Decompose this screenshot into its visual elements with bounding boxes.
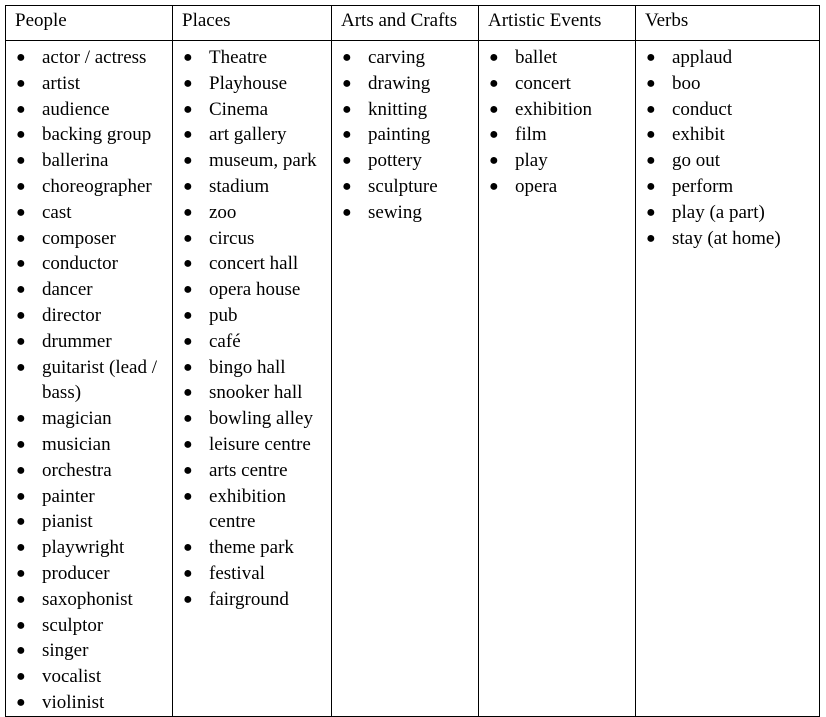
list-item (6, 406, 172, 432)
list-item-text: circus (209, 227, 255, 249)
list-item (6, 664, 172, 690)
places-list (173, 45, 331, 613)
list-item (173, 122, 331, 148)
list-item (173, 45, 331, 71)
bullet-icon: ● (16, 539, 26, 557)
bullet-icon: ● (183, 74, 193, 92)
list-item (332, 174, 478, 200)
bullet-icon: ● (183, 281, 193, 299)
list-item-text: cast (42, 201, 72, 223)
bullet-icon: ● (489, 49, 499, 66)
vocabulary-table (5, 5, 820, 717)
list-item-text: sculptor (42, 614, 104, 636)
bullet-icon: ● (183, 152, 193, 170)
list-item-text: concert (515, 72, 571, 94)
header-row (6, 6, 820, 41)
list-item (6, 45, 172, 71)
list-item (6, 277, 172, 303)
list-item-text: exhibit (672, 124, 725, 146)
list-item (6, 458, 172, 484)
list-item-text: ballet (515, 47, 558, 68)
bullet-icon: ● (16, 100, 26, 118)
list-item (636, 226, 819, 252)
list-item (173, 71, 331, 97)
bullet-icon: ● (183, 126, 193, 144)
bullet-icon: ● (16, 668, 26, 686)
list-item-text: vocalist (42, 666, 102, 688)
bullet-icon: ● (16, 616, 26, 634)
bullet-icon: ● (16, 358, 26, 376)
list-item-text: magician (42, 408, 112, 430)
header-places: Places (173, 6, 332, 41)
list-item (479, 174, 635, 200)
list-item (173, 355, 331, 381)
list-item (173, 303, 331, 329)
header-people: People (6, 6, 173, 41)
column-places (173, 41, 332, 717)
verbs-list (636, 45, 819, 251)
list-item (332, 148, 478, 174)
list-item-text: drummer (42, 330, 112, 352)
list-item-text: director (42, 304, 102, 326)
bullet-icon: ● (489, 100, 499, 118)
list-item (6, 613, 172, 639)
list-item (6, 97, 172, 123)
list-item (636, 148, 819, 174)
list-item (6, 251, 172, 277)
header-artistic-events: Artistic Events (479, 6, 636, 41)
list-item-text: perform (672, 175, 734, 197)
list-item (173, 277, 331, 303)
list-item (173, 432, 331, 458)
list-item (332, 122, 478, 148)
people-list (6, 45, 172, 716)
bullet-icon: ● (183, 332, 193, 350)
list-item (6, 226, 172, 252)
list-item (6, 174, 172, 200)
bullet-icon: ● (16, 74, 26, 92)
bullet-icon: ● (183, 49, 193, 66)
bullet-icon: ● (16, 229, 26, 247)
list-item-text: applaud (672, 47, 733, 68)
bullet-icon: ● (16, 177, 26, 195)
bullet-icon: ● (646, 152, 656, 170)
list-item (173, 587, 331, 613)
bullet-icon: ● (183, 435, 193, 453)
list-item-text: opera (515, 175, 558, 197)
list-item-text: arts centre (209, 459, 288, 481)
list-item-text: violinist (42, 691, 105, 713)
list-item (479, 97, 635, 123)
bullet-icon: ● (342, 74, 352, 92)
list-item-text: fairground (209, 588, 289, 610)
bullet-icon: ● (16, 49, 26, 66)
bullet-icon: ● (16, 281, 26, 299)
bullet-icon: ● (183, 564, 193, 582)
list-item-text: museum, park (209, 150, 317, 172)
list-item-text: producer (42, 562, 110, 584)
bullet-icon: ● (183, 229, 193, 247)
list-item-text: snooker hall (209, 382, 303, 404)
list-item-text: orchestra (42, 459, 112, 481)
bullet-icon: ● (16, 590, 26, 608)
bullet-icon: ● (16, 487, 26, 505)
list-item-text: exhibition (515, 98, 593, 120)
bullet-icon: ● (646, 203, 656, 221)
list-item (6, 587, 172, 613)
list-item (479, 45, 635, 71)
bullet-icon: ● (342, 177, 352, 195)
list-item (173, 329, 331, 355)
artistic-events-list (479, 45, 635, 200)
column-verbs (636, 41, 820, 717)
bullet-icon: ● (183, 255, 193, 273)
bullet-icon: ● (183, 358, 193, 376)
bullet-icon: ● (16, 255, 26, 273)
list-item-text: musician (42, 433, 111, 455)
list-item-text: boo (672, 72, 701, 94)
list-item-text: Cinema (209, 98, 269, 120)
list-item (173, 148, 331, 174)
list-item-text: play (515, 150, 548, 172)
bullet-icon: ● (16, 332, 26, 350)
list-item (173, 380, 331, 406)
list-item (636, 122, 819, 148)
list-item-text: stadium (209, 175, 270, 197)
bullet-icon: ● (183, 461, 193, 479)
list-item (6, 355, 172, 407)
list-item (479, 122, 635, 148)
list-item-text: pub (209, 304, 238, 326)
list-item-text: singer (42, 640, 89, 662)
list-item-text: choreographer (42, 175, 152, 197)
list-item (6, 561, 172, 587)
list-item-text: concert hall (209, 253, 299, 275)
column-arts-and-crafts (332, 41, 479, 717)
list-item-text: exhibition centre (209, 485, 287, 533)
list-item-text: zoo (209, 201, 237, 223)
column-people (6, 41, 173, 717)
bullet-icon: ● (16, 435, 26, 453)
list-item (173, 251, 331, 277)
bullet-icon: ● (16, 461, 26, 479)
list-item-text: composer (42, 227, 116, 249)
bullet-icon: ● (16, 513, 26, 531)
list-item-text: bowling alley (209, 408, 313, 430)
list-item (6, 535, 172, 561)
arts-and-crafts-list (332, 45, 478, 226)
bullet-icon: ● (16, 642, 26, 660)
list-item (6, 303, 172, 329)
list-item-text: ballerina (42, 150, 109, 172)
list-item (173, 458, 331, 484)
bullet-icon: ● (16, 203, 26, 221)
bullet-icon: ● (489, 126, 499, 144)
list-item (173, 200, 331, 226)
bullet-icon: ● (183, 487, 193, 505)
bullet-icon: ● (183, 410, 193, 428)
bullet-icon: ● (183, 100, 193, 118)
bullet-icon: ● (16, 410, 26, 428)
list-item-text: stay (at home) (672, 227, 781, 249)
list-item-text: festival (209, 562, 265, 584)
bullet-icon: ● (16, 693, 26, 711)
list-item (173, 97, 331, 123)
list-item (636, 97, 819, 123)
list-item (173, 226, 331, 252)
list-item-text: audience (42, 98, 110, 120)
list-item-text: art gallery (209, 124, 287, 146)
bullet-icon: ● (646, 177, 656, 195)
list-item-text: film (515, 124, 547, 146)
bullet-icon: ● (646, 100, 656, 118)
list-item (6, 690, 172, 716)
bullet-icon: ● (183, 177, 193, 195)
list-item (6, 484, 172, 510)
list-item-text: painter (42, 485, 95, 507)
list-item (173, 561, 331, 587)
bullet-icon: ● (342, 100, 352, 118)
list-item (636, 45, 819, 71)
bullet-icon: ● (16, 306, 26, 324)
list-item (6, 638, 172, 664)
list-item-text: guitarist (lead / bass) (42, 356, 158, 404)
list-item (173, 174, 331, 200)
list-item (332, 71, 478, 97)
list-item (6, 122, 172, 148)
list-item (636, 174, 819, 200)
list-item-text: play (a part) (672, 201, 765, 223)
list-item-text: bingo hall (209, 356, 286, 378)
list-item (479, 148, 635, 174)
body-row (6, 41, 820, 717)
header-arts-and-crafts: Arts and Crafts (332, 6, 479, 41)
list-item (332, 200, 478, 226)
bullet-icon: ● (646, 49, 656, 66)
list-item-text: sculpture (368, 175, 438, 197)
list-item (479, 71, 635, 97)
list-item-text: knitting (368, 98, 428, 120)
bullet-icon: ● (183, 590, 193, 608)
bullet-icon: ● (183, 203, 193, 221)
list-item-text: Playhouse (209, 72, 288, 94)
list-item-text: Theatre (209, 47, 268, 68)
list-item (6, 432, 172, 458)
list-item-text: opera house (209, 279, 301, 301)
list-item (6, 71, 172, 97)
bullet-icon: ● (489, 152, 499, 170)
list-item-text: saxophonist (42, 588, 133, 610)
bullet-icon: ● (183, 384, 193, 402)
list-item (6, 329, 172, 355)
list-item (173, 484, 331, 536)
bullet-icon: ● (646, 229, 656, 247)
bullet-icon: ● (16, 152, 26, 170)
bullet-icon: ● (646, 74, 656, 92)
list-item-text: playwright (42, 537, 125, 559)
list-item (6, 509, 172, 535)
list-item-text: dancer (42, 279, 93, 301)
list-item-text: leisure centre (209, 433, 311, 455)
bullet-icon: ● (16, 126, 26, 144)
list-item-text: drawing (368, 72, 431, 94)
list-item (332, 97, 478, 123)
bullet-icon: ● (183, 539, 193, 557)
list-item (636, 71, 819, 97)
bullet-icon: ● (183, 306, 193, 324)
bullet-icon: ● (342, 203, 352, 221)
list-item-text: conduct (672, 98, 733, 120)
list-item-text: café (209, 330, 241, 352)
list-item-text: actor / actress (42, 47, 147, 68)
bullet-icon: ● (342, 126, 352, 144)
list-item (173, 406, 331, 432)
list-item-text: conductor (42, 253, 118, 275)
list-item (6, 148, 172, 174)
list-item-text: carving (368, 47, 425, 68)
list-item-text: pottery (368, 150, 422, 172)
bullet-icon: ● (342, 152, 352, 170)
list-item-text: backing group (42, 124, 152, 146)
list-item-text: pianist (42, 511, 93, 533)
list-item-text: go out (672, 150, 721, 172)
list-item-text: theme park (209, 537, 294, 559)
list-item-text: sewing (368, 201, 422, 223)
list-item (6, 200, 172, 226)
list-item (173, 535, 331, 561)
column-artistic-events (479, 41, 636, 717)
bullet-icon: ● (646, 126, 656, 144)
list-item (636, 200, 819, 226)
bullet-icon: ● (489, 177, 499, 195)
bullet-icon: ● (489, 74, 499, 92)
bullet-icon: ● (342, 49, 352, 66)
list-item (332, 45, 478, 71)
list-item-text: painting (368, 124, 431, 146)
bullet-icon: ● (16, 564, 26, 582)
list-item-text: artist (42, 72, 80, 94)
header-verbs: Verbs (636, 6, 820, 41)
